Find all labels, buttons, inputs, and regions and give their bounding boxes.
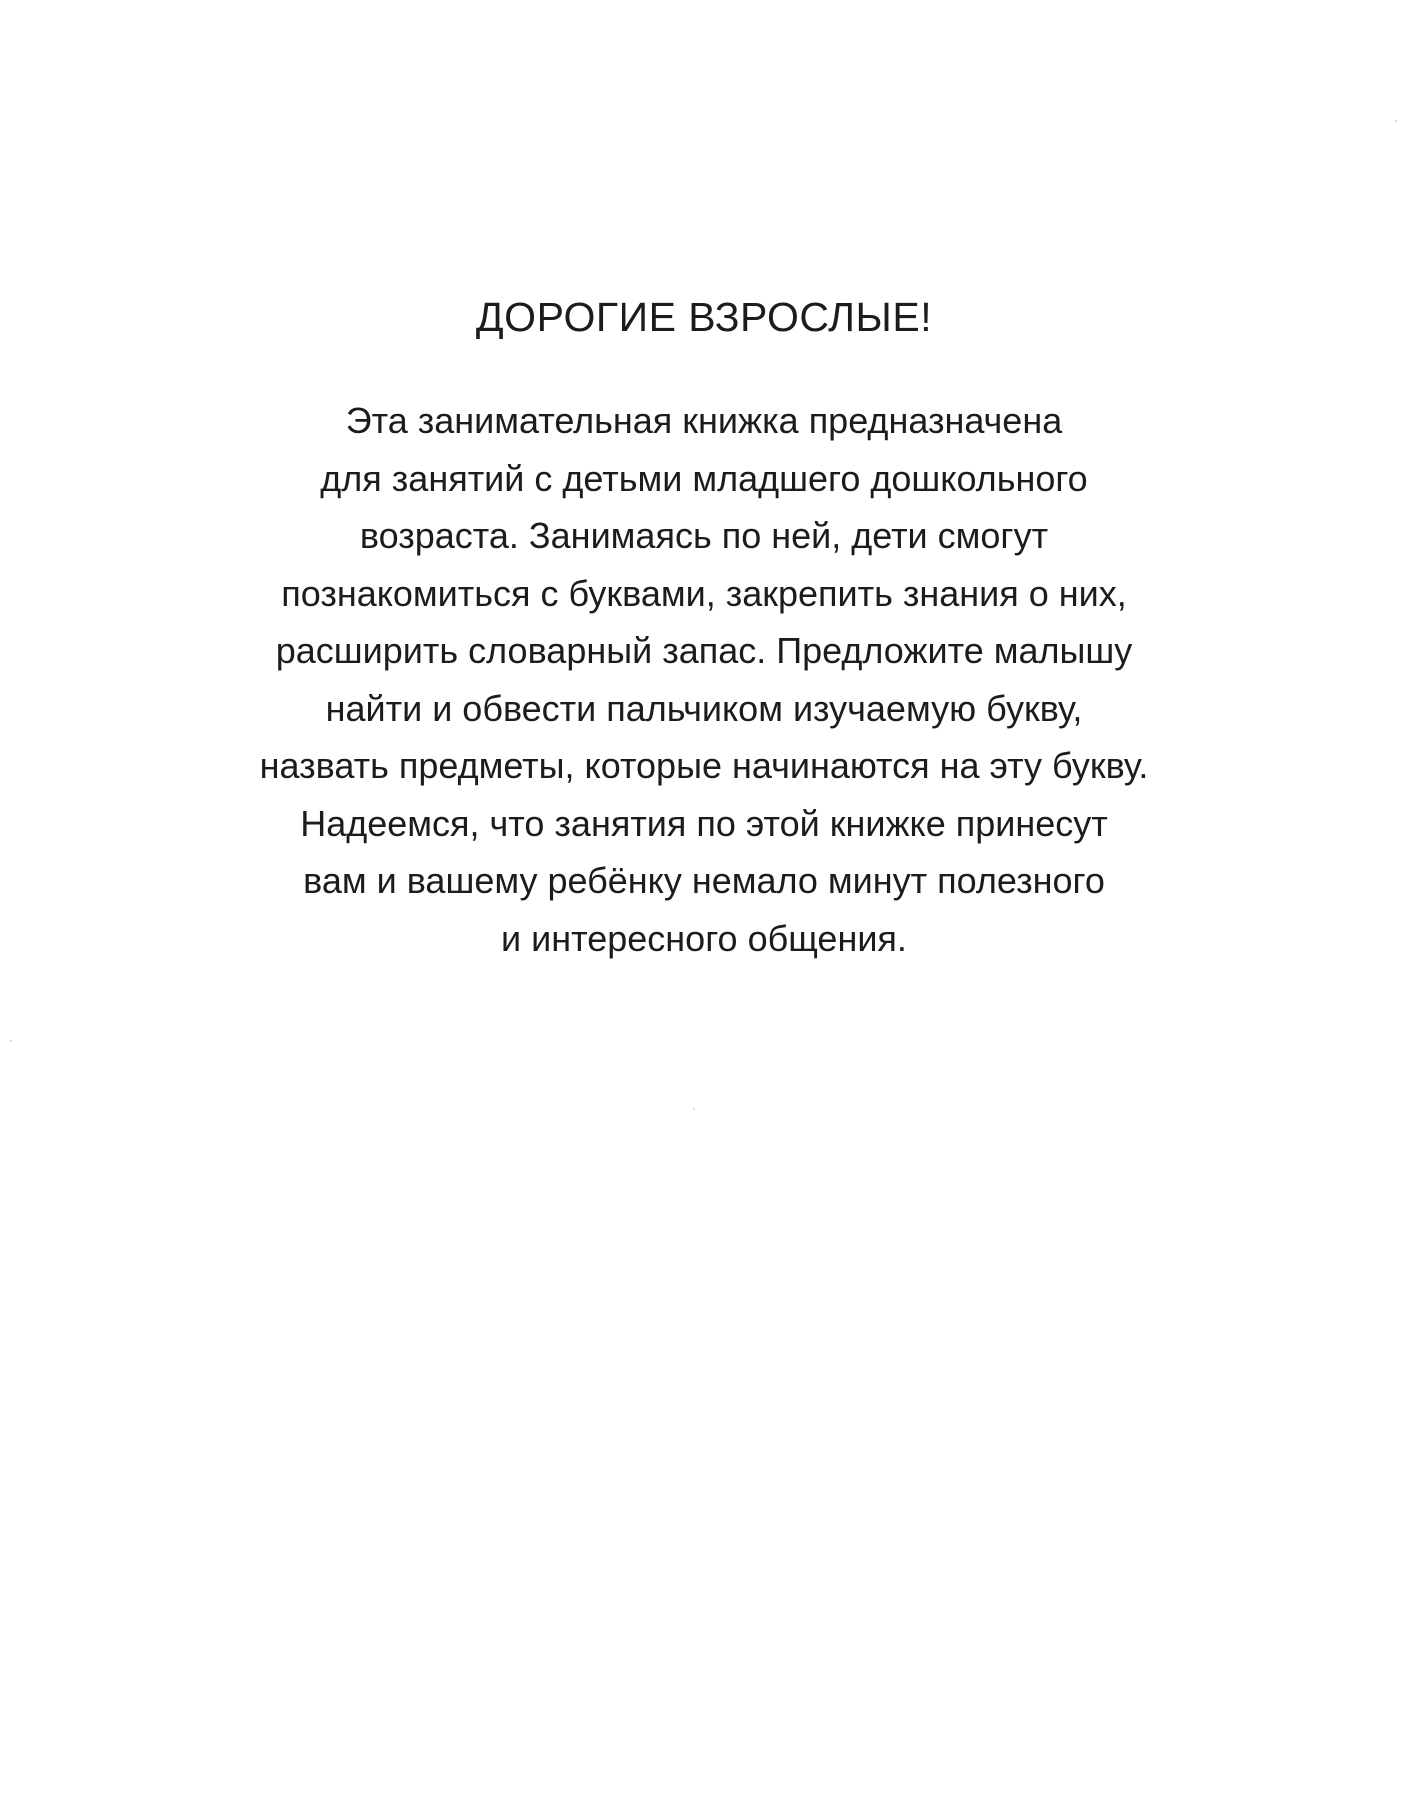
intro-paragraph [0, 392, 1408, 967]
paragraph-line: познакомиться с буквами, закрепить знания о них, [281, 572, 1127, 614]
paragraph-line: для занятий с детьми младшего дошкольного [320, 457, 1088, 499]
page-heading: ДОРОГИЕ ВЗРОСЛЫЕ! [475, 294, 933, 340]
scan-speck [10, 1040, 12, 1042]
paragraph-line: найти и обвести пальчиком изучаемую букву, [325, 687, 1083, 729]
paragraph-line: и интересного общения. [501, 917, 907, 959]
paragraph-line: вам и вашему ребёнку немало минут полезного [303, 860, 1105, 901]
scan-speck [1395, 120, 1397, 122]
paragraph-line: возраста. Занимаясь по ней, дети смогут [359, 515, 1049, 556]
paragraph-line: назвать предметы, которые начинаются на эту букву. [259, 745, 1149, 786]
paragraph-line: Эта занимательная книжка предназначена [345, 400, 1063, 441]
paragraph-line: Надеемся, что занятия по этой книжке принесут [300, 802, 1108, 844]
paragraph-line: расширить словарный запас. Предложите малышу [275, 630, 1133, 671]
scan-speck [693, 1108, 695, 1110]
